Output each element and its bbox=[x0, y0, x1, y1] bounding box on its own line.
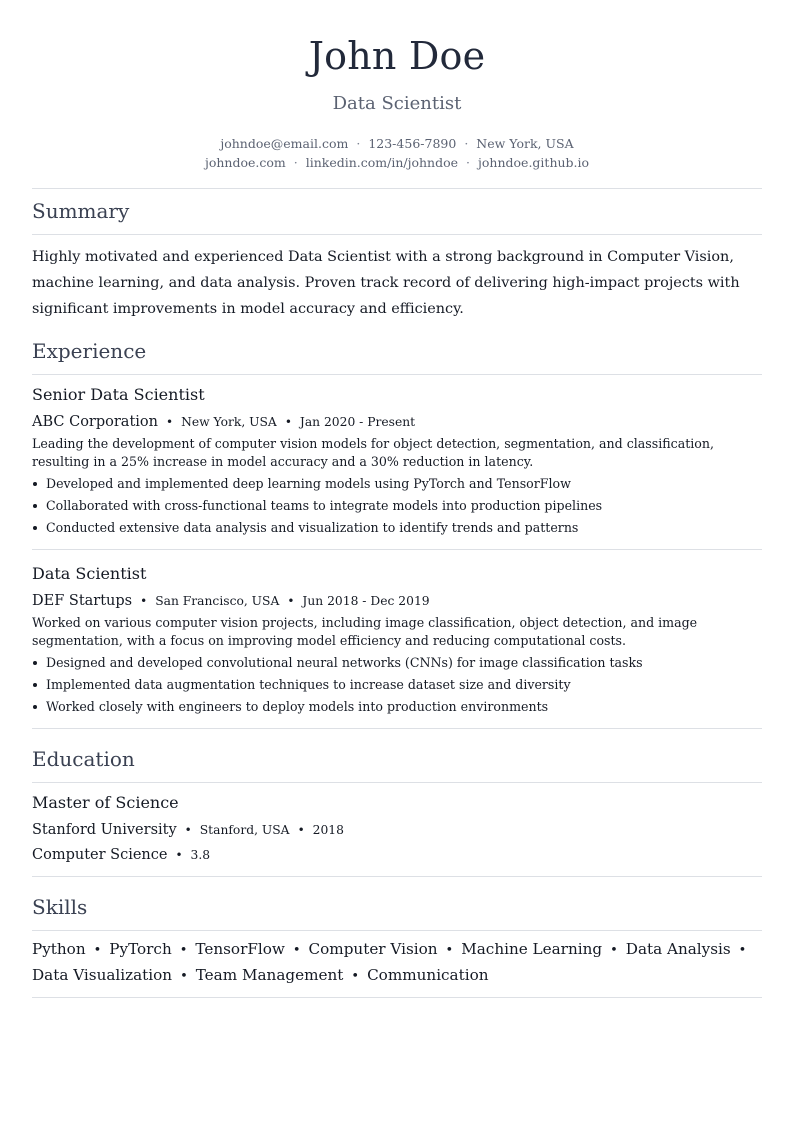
job-dates: Jun 2018 - Dec 2019 bbox=[302, 594, 430, 608]
bullet-text: Designed and developed convolutional neural networks (CNNs) for image classification tasks bbox=[46, 655, 643, 670]
job-role: Data Scientist bbox=[32, 564, 147, 583]
phone-number: 123-456-7890 bbox=[368, 136, 457, 151]
skill-separator: • bbox=[351, 969, 360, 984]
location: New York, USA bbox=[476, 136, 574, 151]
job-description: Worked on various computer vision projects, including image classification, object detection, and image segmentation, with a focus on improving model efficiency and reducing computational costs. bbox=[32, 615, 698, 648]
meta-separator: • bbox=[287, 594, 295, 608]
candidate-name: John Doe bbox=[308, 34, 486, 78]
bullet-text: Implemented data augmentation techniques to increase dataset size and diversity bbox=[46, 677, 571, 692]
contact-separator: · bbox=[464, 136, 469, 151]
company-name: ABC Corporation bbox=[32, 414, 158, 430]
skill-item: Computer Vision bbox=[308, 940, 438, 958]
job-role: Senior Data Scientist bbox=[32, 385, 205, 404]
experience-heading: Experience bbox=[32, 339, 147, 363]
divider bbox=[32, 782, 762, 783]
skill-item: TensorFlow bbox=[195, 940, 285, 958]
bullet-text: Collaborated with cross-functional teams to integrate models into production pipelines bbox=[46, 498, 603, 513]
gpa-value: 3.8 bbox=[190, 848, 211, 862]
list-item bbox=[32, 519, 762, 541]
github-link[interactable]: johndoe.github.io bbox=[478, 155, 590, 170]
skill-item: Python bbox=[32, 940, 86, 958]
meta-separator: • bbox=[165, 415, 174, 429]
bullet-icon bbox=[33, 482, 37, 486]
divider bbox=[32, 997, 762, 998]
divider bbox=[32, 188, 762, 189]
skill-item: PyTorch bbox=[109, 940, 172, 958]
divider bbox=[32, 930, 762, 931]
job-location: San Francisco, USA bbox=[155, 594, 280, 608]
website-link[interactable]: johndoe.com bbox=[204, 155, 286, 170]
divider bbox=[32, 728, 762, 729]
meta-separator: • bbox=[184, 823, 192, 837]
skills-line bbox=[32, 963, 762, 989]
skill-item: Data Visualization bbox=[32, 966, 173, 984]
job-dates: Jan 2020 - Present bbox=[299, 415, 416, 429]
job-meta bbox=[32, 590, 430, 609]
summary-heading: Summary bbox=[32, 199, 130, 223]
skills-heading: Skills bbox=[32, 895, 88, 919]
skill-separator: • bbox=[610, 943, 618, 958]
skill-item: Data Analysis bbox=[625, 940, 731, 958]
skill-item: Machine Learning bbox=[461, 940, 603, 958]
education-field-meta bbox=[32, 844, 210, 863]
bullet-icon bbox=[33, 661, 37, 665]
job-bullets bbox=[32, 475, 762, 541]
contact-separator: · bbox=[293, 155, 298, 170]
summary-text: Highly motivated and experienced Data Scientist with a strong background in Computer Vision, machine learning, and data analysis. Proven track record of delivering high-impact projects with significant improvements in model accuracy and efficiency. bbox=[32, 249, 740, 317]
divider bbox=[32, 374, 762, 375]
skill-item: Team Management bbox=[195, 966, 344, 984]
company-name: DEF Startups bbox=[32, 593, 133, 609]
graduation-year: 2018 bbox=[312, 823, 344, 837]
education-heading: Education bbox=[32, 747, 135, 771]
list-item bbox=[32, 698, 762, 720]
divider bbox=[32, 234, 762, 235]
skill-separator: • bbox=[292, 943, 301, 958]
contact-row-primary bbox=[32, 136, 762, 151]
bullet-text: Conducted extensive data analysis and visualization to identify trends and patterns bbox=[46, 520, 579, 535]
divider bbox=[32, 876, 762, 877]
contact-row-links bbox=[32, 155, 762, 170]
candidate-title: Data Scientist bbox=[332, 93, 462, 114]
linkedin-link[interactable]: linkedin.com/in/johndoe bbox=[305, 155, 459, 170]
skill-separator: • bbox=[179, 943, 188, 958]
field-of-study: Computer Science bbox=[32, 847, 168, 863]
bullet-icon bbox=[33, 683, 37, 687]
school-name: Stanford University bbox=[32, 822, 177, 838]
contact-separator: · bbox=[466, 155, 471, 170]
skill-item: Communication bbox=[367, 966, 489, 984]
skill-separator: • bbox=[180, 969, 188, 984]
contact-separator: · bbox=[356, 136, 361, 151]
meta-separator: • bbox=[284, 415, 292, 429]
meta-separator: • bbox=[175, 848, 183, 862]
bullet-icon bbox=[33, 526, 37, 530]
skills-list bbox=[32, 937, 762, 989]
skill-separator: • bbox=[445, 943, 454, 958]
skills-line bbox=[32, 937, 762, 963]
meta-separator: • bbox=[297, 823, 305, 837]
skill-separator: • bbox=[738, 943, 747, 958]
school-location: Stanford, USA bbox=[199, 823, 290, 837]
education-meta bbox=[32, 819, 344, 838]
email-link[interactable]: johndoe@email.com bbox=[220, 136, 349, 151]
skill-separator: • bbox=[93, 943, 102, 958]
job-location: New York, USA bbox=[181, 415, 277, 429]
bullet-icon bbox=[33, 705, 37, 709]
bullet-icon bbox=[33, 504, 37, 508]
degree-name: Master of Science bbox=[32, 793, 179, 812]
job-meta bbox=[32, 411, 415, 430]
list-item bbox=[32, 497, 762, 519]
bullet-text: Worked closely with engineers to deploy models into production environments bbox=[46, 699, 549, 714]
job-description: Leading the development of computer vision models for object detection, segmentation, and classification, resulting in a 25% increase in model accuracy and a 30% reduction in latency. bbox=[32, 436, 715, 469]
job-bullets bbox=[32, 654, 762, 720]
divider bbox=[32, 549, 762, 550]
list-item bbox=[32, 654, 762, 676]
list-item bbox=[32, 475, 762, 497]
list-item bbox=[32, 676, 762, 698]
meta-separator: • bbox=[140, 594, 148, 608]
bullet-text: Developed and implemented deep learning models using PyTorch and TensorFlow bbox=[46, 476, 571, 491]
